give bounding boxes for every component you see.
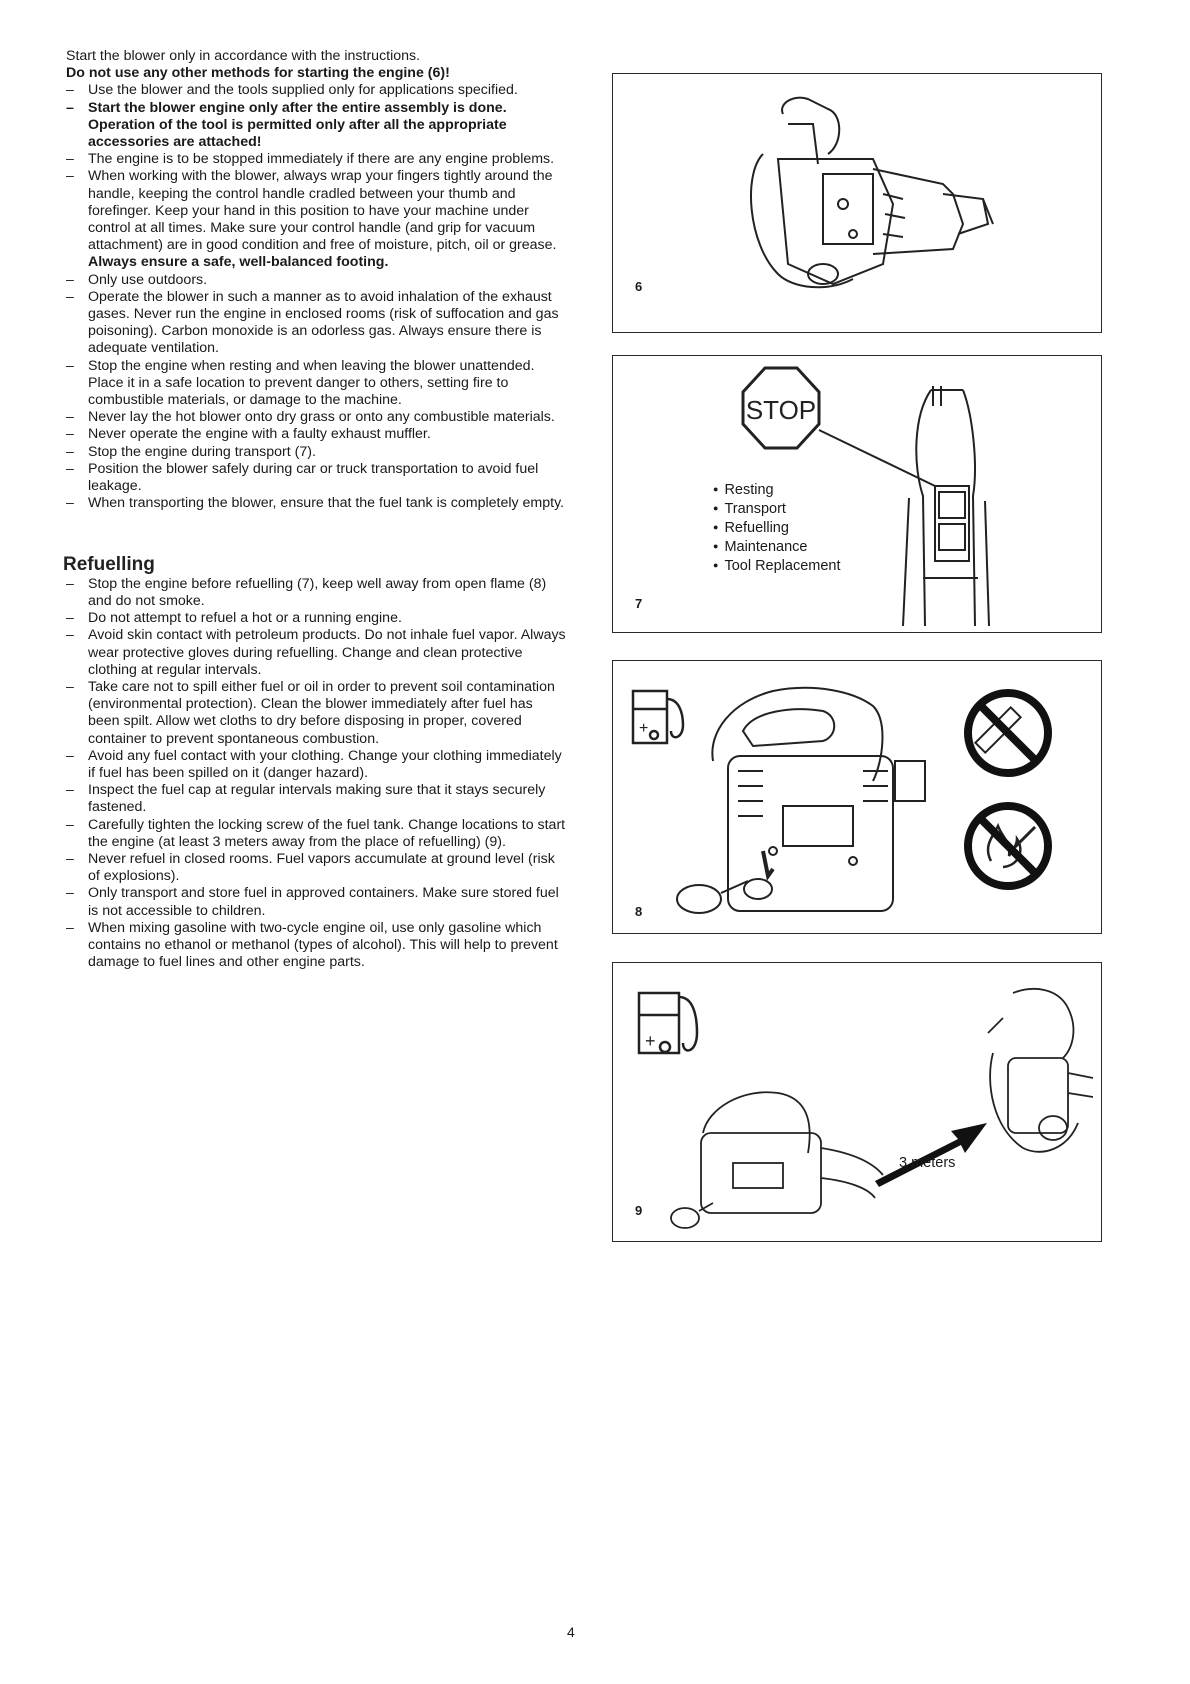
list-item: – Operate the blower in such a manner as to avoid inhalation of the exhaust gases. Never run the engine in enclosed rooms (risk of suffocation and gas poisoning). Carbon monoxide is an odorless gas. Always ensure there is adequate ventilation. [66, 289, 566, 358]
svg-text:+: + [639, 720, 649, 737]
figure-6 [612, 73, 1102, 333]
section-title-refuelling: Refuelling [63, 554, 155, 576]
list-item: – Avoid any fuel contact with your clothing. Change your clothing immediately if fuel has been spilled on it (danger hazard). [66, 748, 566, 782]
list-item: ● Maintenance [713, 538, 841, 557]
list-item: – When mixing gasoline with two-cycle engine oil, use only gasoline which contains no ethanol or methanol (types of alcohol). This will help to prevent damage to fuel lines and other engine parts. [66, 920, 566, 972]
list-item: – Never lay the hot blower onto dry grass or onto any combustible materials. [66, 409, 566, 426]
stop-sign-icon [743, 368, 819, 448]
list-item: – Inspect the fuel cap at regular intervals making sure that it stays securely fastened. [66, 782, 566, 816]
figure-number: 8 [635, 904, 643, 919]
figure-number: 9 [635, 1203, 643, 1218]
list-item: – Only transport and store fuel in approved containers. Make sure stored fuel is not accessible to children. [66, 885, 566, 919]
refuel-distance-illustration [613, 963, 1101, 1241]
list-item: – The engine is to be stopped immediately if there are any engine problems. [66, 151, 566, 168]
list-item: – When working with the blower, always wrap your fingers tightly around the handle, keeping the control handle cradled between your thumb and forefinger. Keep your hand in this position to have your machine under control at all times. Make sure your control handle (and grip for vacuum attachment) are in good condition and free of moisture, pitch, oil or grease. [66, 168, 566, 254]
footing-warning: Always ensure a safe, well-balanced footing. [88, 254, 389, 271]
safety-list-2 [66, 272, 566, 513]
list-item: – Use the blower and the tools supplied only for applications specified. [66, 82, 566, 99]
refuelling-list [66, 576, 566, 972]
figure-9 [612, 962, 1102, 1242]
no-smoking-icon [968, 693, 1048, 773]
blower-illustration [613, 74, 1101, 332]
stop-sign-label: STOP [745, 395, 817, 425]
blower-on-ground-illustration [671, 1092, 883, 1228]
figure-number: 7 [635, 596, 643, 611]
blower-operator-illustration [988, 989, 1093, 1152]
distance-label: 3 meters [899, 1155, 956, 1171]
blower-engine-illustration [677, 688, 925, 913]
page-number: 4 [567, 1624, 575, 1640]
safety-text-column [63, 48, 566, 971]
refuel-warning-illustration [613, 661, 1101, 933]
svg-text:+: + [645, 1031, 656, 1051]
safety-intro: Start the blower only in accordance with the instructions. [66, 48, 421, 64]
list-item: – Never refuel in closed rooms. Fuel vapors accumulate at ground level (risk of explosions). [66, 851, 566, 885]
list-item: ● Tool Replacement [713, 557, 841, 576]
list-item: – Stop the engine during transport (7). [66, 444, 566, 461]
list-item: – Only use outdoors. [66, 272, 566, 289]
list-item: ● Refuelling [713, 519, 841, 538]
figure-number: 6 [635, 279, 643, 294]
list-item: – When transporting the blower, ensure that the fuel tank is completely empty. [66, 495, 566, 512]
list-item: ● Resting [713, 481, 841, 500]
list-item: – Position the blower safely during car or truck transportation to avoid fuel leakage. [66, 461, 566, 495]
safety-list [66, 82, 566, 254]
list-item: – Stop the engine before refuelling (7), keep well away from open flame (8) and do not smoke. [66, 576, 566, 610]
list-item: – Stop the engine when resting and when leaving the blower unattended. Place it in a safe location to prevent danger to others, setting fire to combustible materials, or damage to the machine. [66, 358, 566, 410]
list-item: – Do not attempt to refuel a hot or a running engine. [66, 610, 566, 627]
fuel-pump-icon [633, 691, 683, 743]
stop-sign-illustration [613, 356, 1101, 632]
list-item: – Avoid skin contact with petroleum products. Do not inhale fuel vapor. Always wear protective gloves during refuelling. Change and clean protective clothing at regular intervals. [66, 627, 566, 679]
list-item: – Take care not to spill either fuel or oil in order to prevent soil contamination (environmental protection). Clean the blower immediately after fuel has been spilt. Allow wet cloths to dry before disposing in proper, covered container to prevent spontaneous combustion. [66, 679, 566, 748]
list-item: ● Transport [713, 500, 841, 519]
safety-intro-bold: Do not use any other methods for starting the engine (6)! [66, 65, 450, 82]
list-item: – Carefully tighten the locking screw of the fuel tank. Change locations to start the engine (at least 3 meters away from the place of refuelling) (9). [66, 817, 566, 851]
stop-conditions-list [713, 481, 841, 576]
no-open-flame-icon [968, 806, 1048, 886]
figure-7 [612, 355, 1102, 633]
fuel-pump-icon [639, 993, 697, 1053]
figure-8 [612, 660, 1102, 934]
list-item: – Start the blower engine only after the entire assembly is done. Operation of the tool is permitted only after all the appropriate accessories are attached! [66, 100, 566, 152]
list-item: – Never operate the engine with a faulty exhaust muffler. [66, 426, 566, 443]
